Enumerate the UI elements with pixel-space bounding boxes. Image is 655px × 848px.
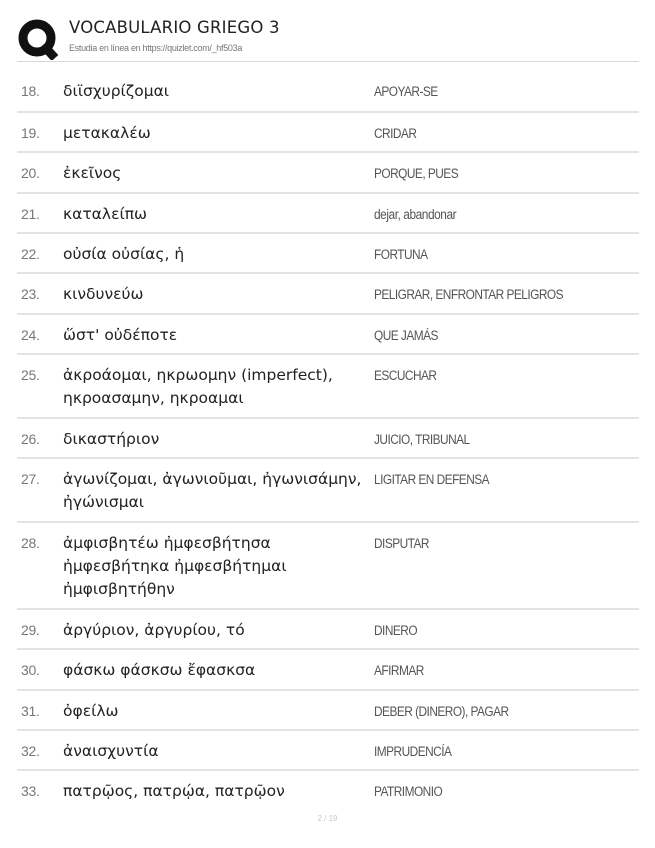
definition: dejar, abandonar xyxy=(374,207,457,222)
row-number: 22. xyxy=(21,246,40,262)
quizlet-q-icon xyxy=(17,18,59,60)
term: ἀμφισβητέω ἠμφεσβήτησα ἠμφεσβήτηκα ἠμφεσβήτημαι ἠμφισβητήθην xyxy=(63,534,287,598)
row-number: 24. xyxy=(21,327,40,343)
table-row xyxy=(17,153,639,194)
term: φάσκω φάσκσω ἔφασκσα xyxy=(63,661,256,679)
definition: QUE JAMÁS xyxy=(374,328,438,343)
table-row xyxy=(17,419,639,459)
definition: DINERO xyxy=(374,623,418,638)
row-number: 33. xyxy=(21,783,40,799)
definition: AFIRMAR xyxy=(374,663,424,678)
row-number: 28. xyxy=(21,535,40,551)
row-number: 29. xyxy=(21,622,40,638)
definition: APOYAR-SE xyxy=(374,84,438,99)
vocabulary-table xyxy=(17,71,639,811)
table-row xyxy=(17,731,639,771)
table-row xyxy=(17,650,639,691)
term: κινδυνεύω xyxy=(63,285,144,303)
term: ἀργύριον, ἀργυρίου, τό xyxy=(63,621,245,639)
study-online-link-text: Estudia en línea en https://quizlet.com/_hf503a xyxy=(69,43,243,53)
row-number: 19. xyxy=(21,125,40,141)
row-number: 23. xyxy=(21,286,40,302)
table-row xyxy=(17,234,639,274)
definition: PELIGRAR, ENFRONTAR PELIGROS xyxy=(374,287,563,302)
definition: PATRIMONIO xyxy=(374,784,443,799)
document-title: VOCABULARIO GRIEGO 3 xyxy=(69,18,280,37)
term: οὐσία οὐσίας, ἡ xyxy=(63,245,185,263)
term: ἀναισχυντία xyxy=(63,742,159,760)
definition: DISPUTAR xyxy=(374,536,429,551)
term: καταλείπω xyxy=(63,205,148,223)
row-number: 27. xyxy=(21,471,40,487)
table-row xyxy=(17,315,639,355)
definition: LIGITAR EN DEFENSA xyxy=(374,472,490,487)
term: διϊσχυρίζομαι xyxy=(63,82,170,100)
term: δικαστήριον xyxy=(63,430,160,448)
row-number: 25. xyxy=(21,367,40,383)
definition: ESCUCHAR xyxy=(374,368,437,383)
table-row xyxy=(17,194,639,234)
table-row xyxy=(17,691,639,731)
table-row xyxy=(17,459,639,523)
row-number: 18. xyxy=(21,83,40,99)
term: πατρῷος, πατρῴα, πατρῷον xyxy=(63,782,285,800)
term: ἀγωνίζομαι, ἀγωνιοῦμαι, ἠγωνισάμην, ἠγώνισμαι xyxy=(63,470,362,511)
table-row xyxy=(17,355,639,419)
table-row xyxy=(17,274,639,315)
definition: PORQUE, PUES xyxy=(374,166,459,181)
term: ἀκροάομαι, ηκρωομην (imperfect), ηκροασαμην, ηκροαμαι xyxy=(63,366,333,407)
page-number: 2 / 19 xyxy=(317,814,338,823)
definition: JUICIO, TRIBUNAL xyxy=(374,432,470,447)
definition: FORTUNA xyxy=(374,247,428,262)
header-divider xyxy=(17,61,639,62)
table-row xyxy=(17,523,639,610)
term: μετακαλέω xyxy=(63,124,151,142)
definition: DEBER (DINERO), PAGAR xyxy=(374,704,509,719)
table-row xyxy=(17,71,639,113)
row-number: 26. xyxy=(21,431,40,447)
definition: CRIDAR xyxy=(374,126,417,141)
table-row xyxy=(17,610,639,650)
term: ἐκεῖνος xyxy=(63,164,122,182)
row-number: 20. xyxy=(21,165,40,181)
table-row xyxy=(17,771,639,811)
document-header xyxy=(17,14,639,62)
row-number: 30. xyxy=(21,662,40,678)
row-number: 31. xyxy=(21,703,40,719)
term: ὥστ' οὐδέποτε xyxy=(63,326,178,344)
term: ὀφείλω xyxy=(63,702,119,720)
definition: IMPRUDENCÍA xyxy=(374,744,452,759)
table-row xyxy=(17,113,639,153)
row-number: 32. xyxy=(21,743,40,759)
row-number: 21. xyxy=(21,206,40,222)
